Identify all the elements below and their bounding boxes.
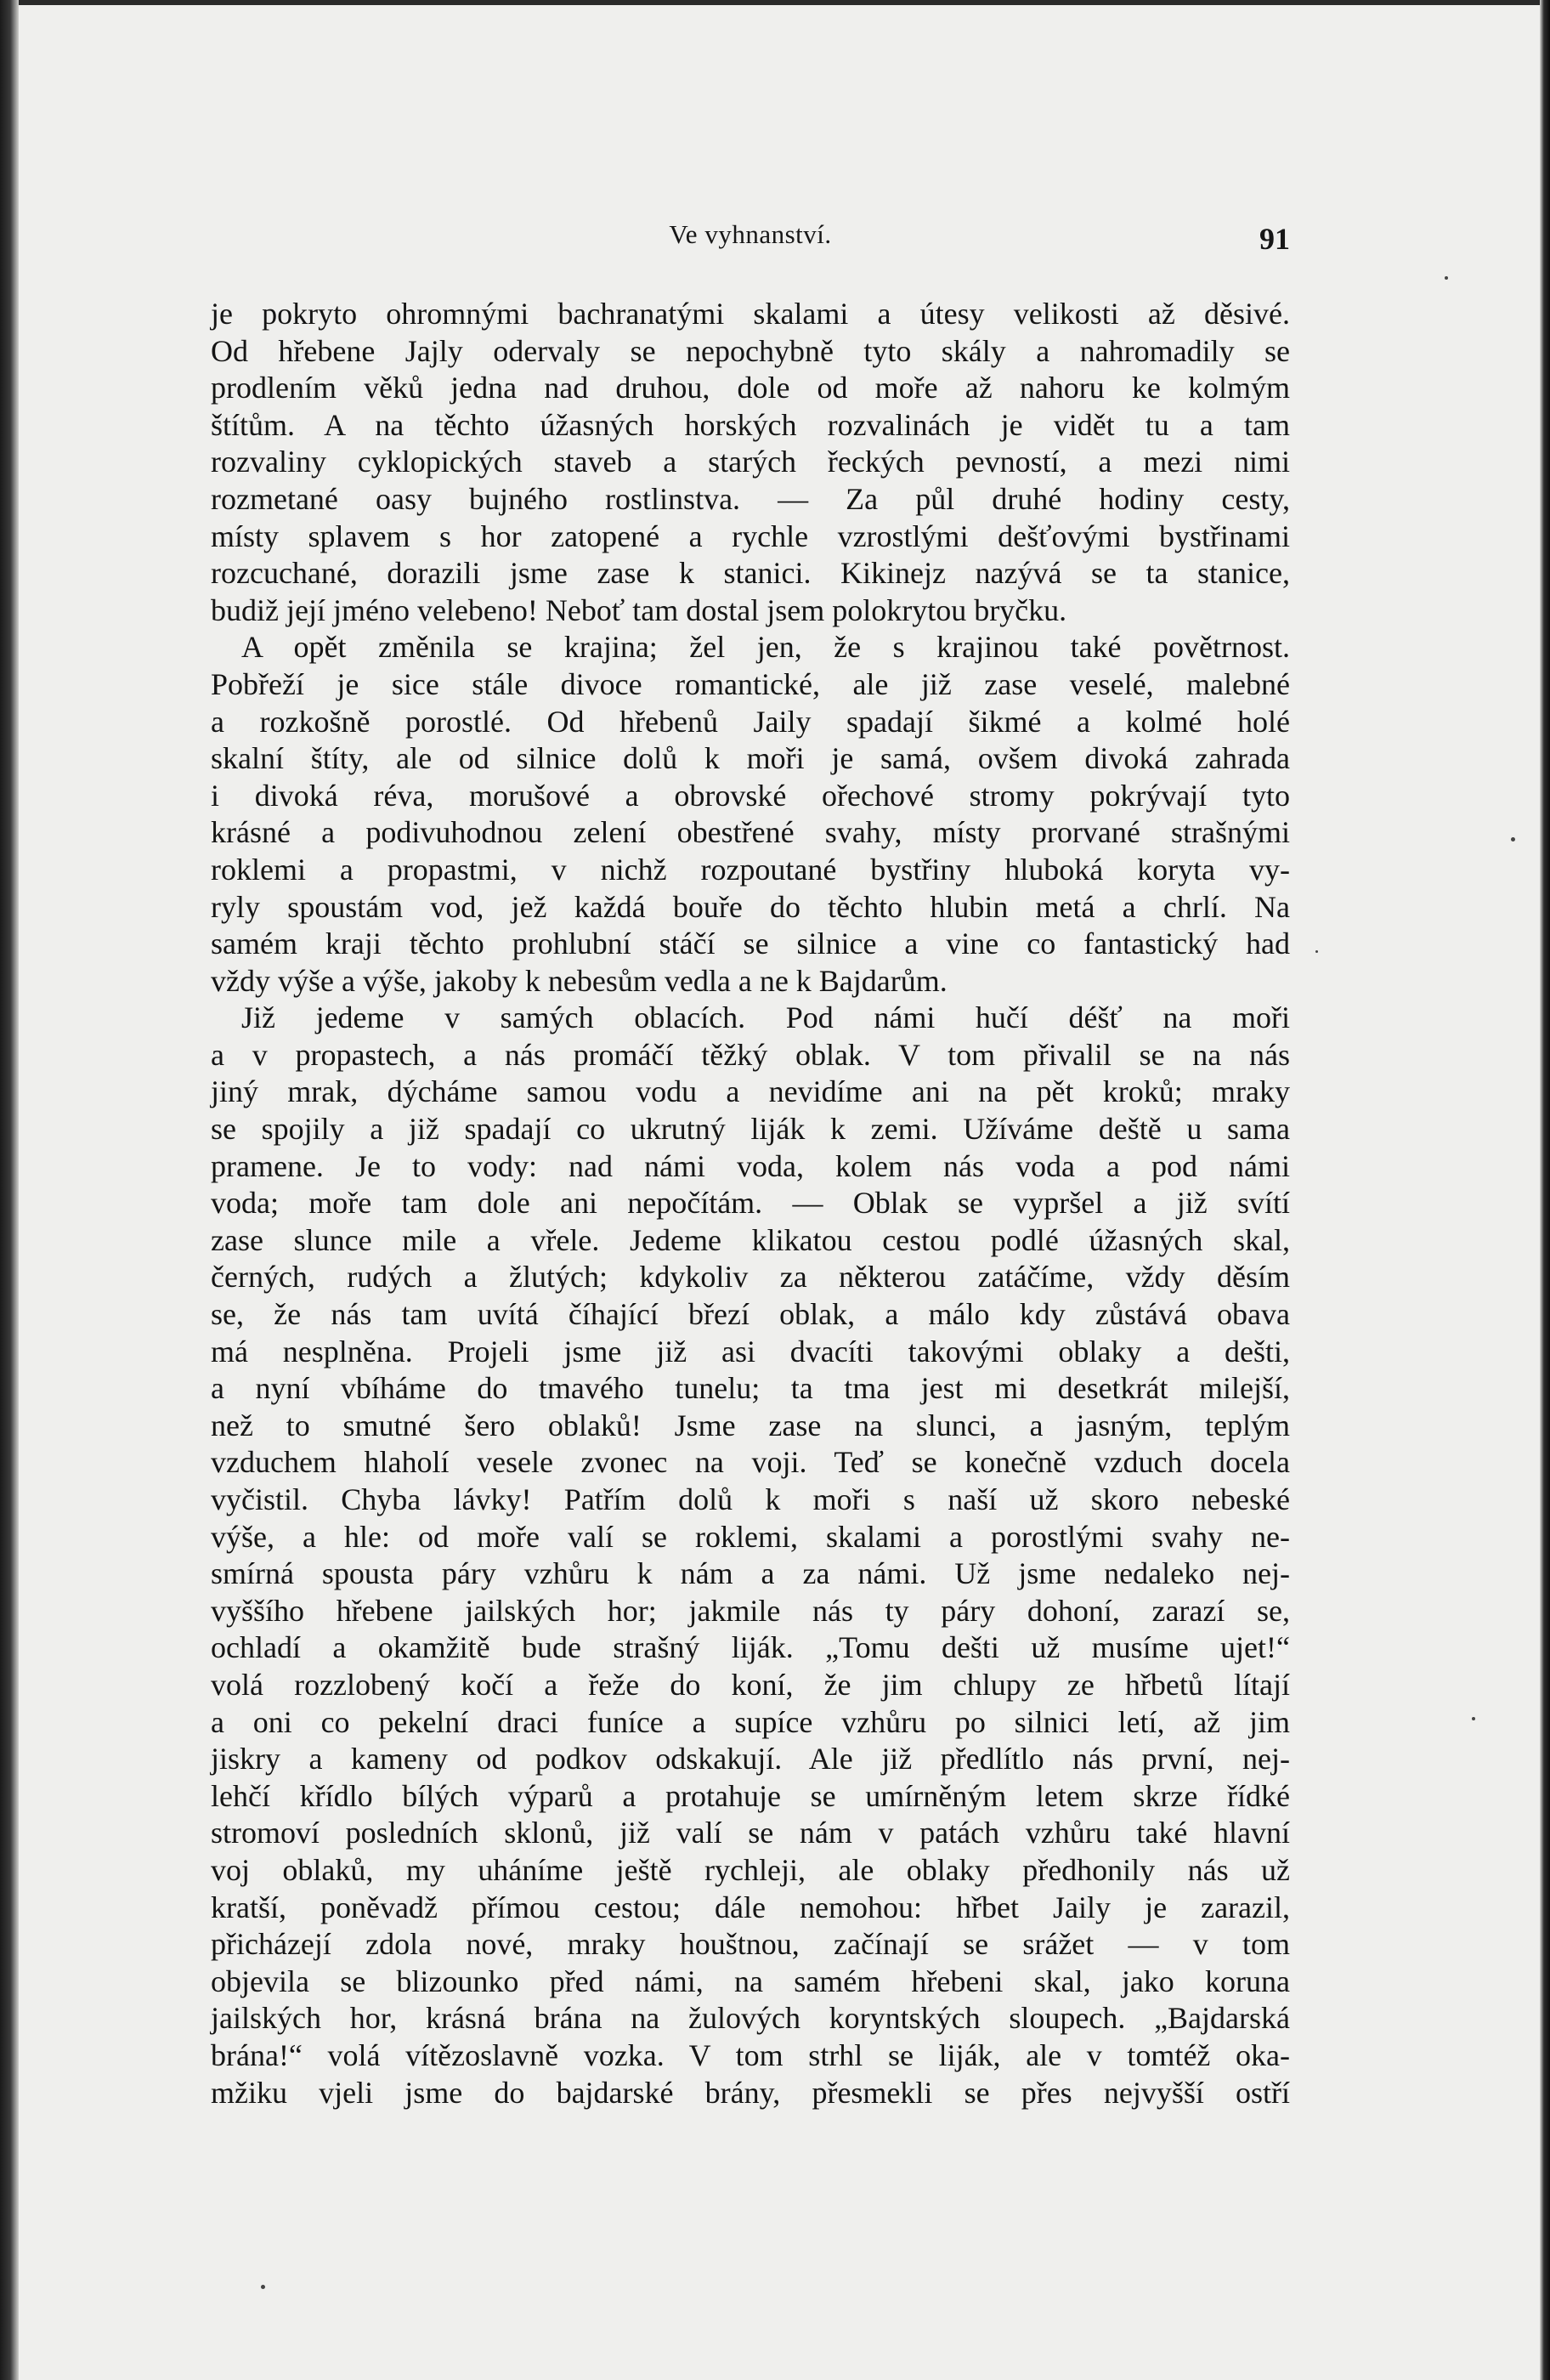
text-line: i divoká réva, morušové a obrovské ořechové stromy pokrývají tyto bbox=[211, 778, 1290, 813]
dust-speck bbox=[1315, 950, 1318, 953]
text-line: samém kraji těchto prohlubní stáčí se silnice a vine co fantastický had bbox=[211, 926, 1290, 961]
text-line: Od hřebene Jajly odervaly se nepochybně tyto skály a nahromadily se bbox=[211, 333, 1290, 368]
body-text bbox=[211, 296, 1290, 2111]
dust-speck bbox=[1472, 1717, 1475, 1720]
text-line: štítům. A na těchto úžasných horských rozvalinách je vidět tu a tam bbox=[211, 407, 1290, 442]
text-line: místy splavem s hor zatopené a rychle vzrostlými dešťovými bystřinami bbox=[211, 518, 1290, 553]
text-line: A opět změnila se krajina; žel jen, že s krajinou také povětrnost. bbox=[241, 630, 1290, 665]
text-line: stromoví posledních sklonů, již valí se nám v patách vzhůru také hlavní bbox=[211, 1816, 1290, 1850]
text-line: výše, a hle: od moře valí se roklemi, skalami a porostlými svahy ne- bbox=[211, 1519, 1290, 1554]
text-line: a v propastech, a nás promáčí těžký oblak. V tom přivalil se na nás bbox=[211, 1037, 1290, 1072]
scan-edge-top bbox=[0, 0, 1550, 5]
text-line: rozcuchané, dorazili jsme zase k stanici. Kikinejz nazývá se ta stanice, bbox=[211, 556, 1290, 591]
text-line: mžiku vjeli jsme do bajdarské brány, přesmekli se přes nejvyšší ostří bbox=[211, 2075, 1290, 2110]
text-line: brána!“ volá vítězoslavně vozka. V tom strhl se liják, ale v tomtéž oka- bbox=[211, 2037, 1290, 2072]
text-line: lehčí křídlo bílých výparů a protahuje se umírněným letem skrze řídké bbox=[211, 1778, 1290, 1813]
dust-speck bbox=[261, 2285, 265, 2289]
text-line: prodlením věků jedna nad druhou, dole od moře až nahoru ke kolmým bbox=[211, 371, 1290, 405]
text-line: ryly spoustám vod, jež každá bouře do těchto hlubin metá a chrlí. Na bbox=[211, 889, 1290, 924]
text-line: se spojily a již spadají co ukrutný liják k zemi. Užíváme deště u sama bbox=[211, 1112, 1290, 1147]
text-line: rozvaliny cyklopických staveb a starých řeckých pevností, a mezi nimi bbox=[211, 445, 1290, 479]
text-line: vyčistil. Chyba lávky! Patřím dolů k moři s naší už skoro nebeské bbox=[211, 1482, 1290, 1516]
text-line: Pobřeží je sice stále divoce romantické, ale již zase veselé, malebné bbox=[211, 666, 1290, 701]
text-line: jailských hor, krásná brána na žulových koryntských sloupech. „Bajdarská bbox=[211, 2001, 1290, 2036]
text-line: smírná spousta páry vzhůru k nám a za námi. Už jsme nedaleko nej- bbox=[211, 1556, 1290, 1591]
text-line: rozmetané oasy bujného rostlinstva. — Za půl druhé hodiny cesty, bbox=[211, 481, 1290, 516]
text-line: roklemi a propastmi, v nichž rozpoutané bystřiny hluboká koryta vy- bbox=[211, 852, 1290, 887]
page-header bbox=[211, 211, 1290, 256]
text-line: než to smutné šero oblaků! Jsme zase na slunci, a jasným, teplým bbox=[211, 1408, 1290, 1442]
text-line: je pokryto ohromnými bachranatými skalami a útesy velikosti až děsivé. bbox=[211, 297, 1290, 331]
dust-speck bbox=[1445, 276, 1448, 280]
text-line: přicházejí zdola nové, mraky houštnou, začínají se srážet — v tom bbox=[211, 1927, 1290, 1962]
text-line: pramene. Je to vody: nad námi voda, kolem nás voda a pod námi bbox=[211, 1148, 1290, 1183]
text-line: se, že nás tam uvítá číhající březí oblak, a málo kdy zůstává obava bbox=[211, 1297, 1290, 1332]
text-line: ochladí a okamžitě bude strašný liják. „Tomu dešti už musíme ujet!“ bbox=[211, 1630, 1290, 1665]
text-line: vzduchem hlaholí vesele zvonec na voji. Teď se konečně vzduch docela bbox=[211, 1445, 1290, 1480]
text-line: a oni co pekelní draci funíce a supíce vzhůru po silnici letí, až jim bbox=[211, 1704, 1290, 1739]
text-line: vyššího hřebene jailských hor; jakmile nás ty páry dohoní, zarazí se, bbox=[211, 1593, 1290, 1628]
dust-speck bbox=[1511, 837, 1515, 842]
text-line: budiž její jméno velebeno! Neboť tam dostal jsem polokrytou bryčku. bbox=[211, 592, 1067, 627]
text-line: voda; moře tam dole ani nepočítám. — Oblak se vypršel a již svítí bbox=[211, 1186, 1290, 1221]
text-line: krásné a podivuhodnou zelení obestřené svahy, místy prorvané strašnými bbox=[211, 815, 1290, 850]
text-line: voj oblaků, my uháníme ještě rychleji, ale oblaky předhonily nás už bbox=[211, 1852, 1290, 1887]
text-line: objevila se blizounko před námi, na samém hřebeni skal, jako koruna bbox=[211, 1964, 1290, 1998]
text-line: skalní štíty, ale od silnice dolů k moři je samá, ovšem divoká zahrada bbox=[211, 741, 1290, 776]
text-line: vždy výše a výše, jakoby k nebesům vedla a ne k Bajdarům. bbox=[211, 963, 948, 998]
text-line: má nesplněna. Projeli jsme již asi dvacíti takovými oblaky a dešti, bbox=[211, 1334, 1290, 1368]
text-line: Již jedeme v samých oblacích. Pod námi hučí déšť na moři bbox=[241, 1000, 1290, 1035]
text-line: volá rozzlobený kočí a řeže do koní, že jim chlupy ze hřbetů lítají bbox=[211, 1667, 1290, 1702]
text-line: a rozkošně porostlé. Od hřebenů Jaily spadají šikmé a kolmé holé bbox=[211, 704, 1290, 739]
running-head: Ve vyhnanství. bbox=[669, 219, 832, 249]
text-line: jiskry a kameny od podkov odskakují. Ale již předlítlo nás první, nej- bbox=[211, 1742, 1290, 1776]
text-line: zase slunce mile a vřele. Jedeme klikatou cestou podlé úžasných skal, bbox=[211, 1222, 1290, 1257]
text-line: jiný mrak, dýcháme samou vodu a nevidíme ani na pět kroků; mraky bbox=[211, 1074, 1290, 1109]
text-line: a nyní vbíháme do tmavého tunelu; ta tma jest mi desetkrát milejší, bbox=[211, 1371, 1290, 1406]
scan-edge-left bbox=[0, 0, 19, 2380]
text-line: černých, rudých a žlutých; kdykoliv za některou zatáčíme, vždy děsím bbox=[211, 1260, 1290, 1295]
text-line: kratší, poněvadž přímou cestou; dále nemohou: hřbet Jaily je zarazil, bbox=[211, 1890, 1290, 1924]
page-number: 91 bbox=[1259, 222, 1290, 256]
scan-edge-right bbox=[1540, 0, 1550, 2380]
